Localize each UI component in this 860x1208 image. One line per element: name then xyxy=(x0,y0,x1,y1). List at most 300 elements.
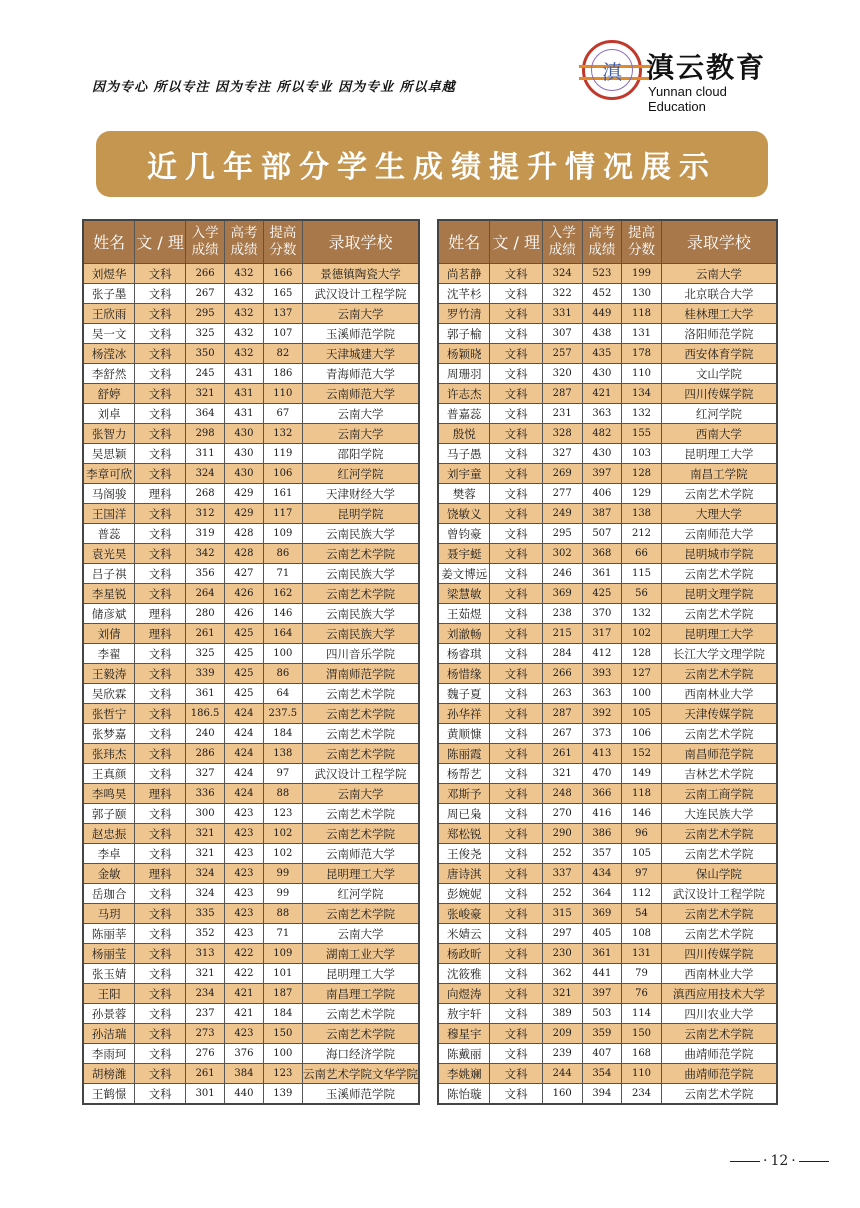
table-row xyxy=(83,1024,419,1044)
cell-gaokao-score: 432 xyxy=(225,304,264,324)
cell-name: 彭婉妮 xyxy=(438,884,490,904)
cell-admitted-school: 红河学院 xyxy=(661,404,777,424)
cell-improvement: 102 xyxy=(263,844,302,864)
cell-entry-score: 234 xyxy=(186,984,225,1004)
cell-gaokao-score: 423 xyxy=(225,844,264,864)
table-row xyxy=(83,404,419,424)
cell-entry-score: 321 xyxy=(542,764,582,784)
cell-improvement: 97 xyxy=(622,864,662,884)
cell-improvement: 86 xyxy=(263,544,302,564)
cell-improvement: 118 xyxy=(622,784,662,804)
table-row xyxy=(438,524,777,544)
cell-track: 理科 xyxy=(135,784,186,804)
cell-track: 文科 xyxy=(490,304,542,324)
cell-gaokao-score: 432 xyxy=(225,324,264,344)
cell-improvement: 118 xyxy=(622,304,662,324)
cell-track: 文科 xyxy=(490,1064,542,1084)
cell-track: 文科 xyxy=(135,984,186,1004)
cell-improvement: 166 xyxy=(263,264,302,284)
cell-gaokao-score: 406 xyxy=(582,484,622,504)
cell-track: 文科 xyxy=(490,364,542,384)
cell-name: 沈筱雅 xyxy=(438,964,490,984)
cell-gaokao-score: 421 xyxy=(225,984,264,1004)
table-row xyxy=(83,984,419,1004)
cell-entry-score: 369 xyxy=(542,584,582,604)
table-row xyxy=(438,264,777,284)
cell-track: 文科 xyxy=(135,1024,186,1044)
cell-name: 李卓 xyxy=(83,844,135,864)
cell-admitted-school: 云南民族大学 xyxy=(302,604,419,624)
cell-name: 周珊羽 xyxy=(438,364,490,384)
cell-track: 文科 xyxy=(135,744,186,764)
cell-admitted-school: 云南民族大学 xyxy=(302,524,419,544)
table-row xyxy=(438,1064,777,1084)
cell-admitted-school: 滇西应用技术大学 xyxy=(661,984,777,1004)
cell-name: 郑松锐 xyxy=(438,824,490,844)
cell-entry-score: 160 xyxy=(542,1084,582,1105)
page-footer xyxy=(730,1153,829,1169)
cell-track: 文科 xyxy=(490,844,542,864)
cell-track: 文科 xyxy=(490,484,542,504)
column-header-track: 文 / 理 xyxy=(490,220,542,264)
cell-admitted-school: 文山学院 xyxy=(661,364,777,384)
cell-gaokao-score: 423 xyxy=(225,1024,264,1044)
cell-gaokao-score: 361 xyxy=(582,564,622,584)
cell-improvement: 88 xyxy=(263,904,302,924)
cell-track: 文科 xyxy=(490,1044,542,1064)
column-header-name: 姓名 xyxy=(438,220,490,264)
table-row xyxy=(438,844,777,864)
cell-improvement: 114 xyxy=(622,1004,662,1024)
cell-improvement: 100 xyxy=(263,644,302,664)
table-row xyxy=(83,584,419,604)
table-row xyxy=(438,804,777,824)
cell-entry-score: 268 xyxy=(186,484,225,504)
cell-track: 文科 xyxy=(490,984,542,1004)
table-row xyxy=(438,904,777,924)
cell-gaokao-score: 440 xyxy=(225,1084,264,1105)
cell-track: 文科 xyxy=(135,724,186,744)
cell-improvement: 130 xyxy=(622,284,662,304)
cell-improvement: 96 xyxy=(622,824,662,844)
cell-name: 吴思颖 xyxy=(83,444,135,464)
cell-admitted-school: 武汉设计工程学院 xyxy=(302,284,419,304)
cell-improvement: 199 xyxy=(622,264,662,284)
cell-gaokao-score: 430 xyxy=(582,364,622,384)
cell-entry-score: 248 xyxy=(542,784,582,804)
cell-name: 岳珈合 xyxy=(83,884,135,904)
cell-admitted-school: 天津城建大学 xyxy=(302,344,419,364)
cell-admitted-school: 云南民族大学 xyxy=(302,624,419,644)
cell-improvement: 127 xyxy=(622,664,662,684)
cell-admitted-school: 曲靖师范学院 xyxy=(661,1064,777,1084)
table-header-row xyxy=(83,220,419,264)
cell-track: 文科 xyxy=(135,324,186,344)
cell-track: 文科 xyxy=(135,1064,186,1084)
cell-admitted-school: 云南艺术学院 xyxy=(661,844,777,864)
cell-admitted-school: 景德镇陶瓷大学 xyxy=(302,264,419,284)
cell-improvement: 128 xyxy=(622,464,662,484)
cell-improvement: 234 xyxy=(622,1084,662,1105)
table-row xyxy=(83,684,419,704)
cell-admitted-school: 云南艺术学院 xyxy=(661,664,777,684)
cell-admitted-school: 渭南师范学院 xyxy=(302,664,419,684)
cell-gaokao-score: 425 xyxy=(225,684,264,704)
table-row xyxy=(438,424,777,444)
cell-improvement: 128 xyxy=(622,644,662,664)
cell-name: 郭子颐 xyxy=(83,804,135,824)
cell-admitted-school: 云南艺术学院 xyxy=(302,744,419,764)
cell-improvement: 100 xyxy=(263,1044,302,1064)
title-banner xyxy=(96,131,768,197)
cell-improvement: 161 xyxy=(263,484,302,504)
cell-gaokao-score: 423 xyxy=(225,924,264,944)
cell-admitted-school: 云南艺术学院 xyxy=(661,604,777,624)
cell-name: 马玥 xyxy=(83,904,135,924)
cell-name: 刘倩 xyxy=(83,624,135,644)
cell-admitted-school: 云南艺术学院 xyxy=(302,584,419,604)
cell-gaokao-score: 428 xyxy=(225,544,264,564)
table-row xyxy=(83,424,419,444)
cell-entry-score: 325 xyxy=(186,644,225,664)
table-row xyxy=(438,364,777,384)
cell-name: 敖宇轩 xyxy=(438,1004,490,1024)
cell-gaokao-score: 432 xyxy=(225,344,264,364)
cell-admitted-school: 昆明学院 xyxy=(302,504,419,524)
cell-gaokao-score: 373 xyxy=(582,724,622,744)
cell-admitted-school: 海口经济学院 xyxy=(302,1044,419,1064)
table-row xyxy=(83,884,419,904)
cell-entry-score: 246 xyxy=(542,564,582,584)
cell-entry-score: 322 xyxy=(542,284,582,304)
cell-gaokao-score: 363 xyxy=(582,684,622,704)
cell-track: 文科 xyxy=(135,264,186,284)
cell-name: 张玉婧 xyxy=(83,964,135,984)
cell-entry-score: 238 xyxy=(542,604,582,624)
cell-admitted-school: 昆明文理学院 xyxy=(661,584,777,604)
cell-track: 文科 xyxy=(490,804,542,824)
cell-gaokao-score: 407 xyxy=(582,1044,622,1064)
cell-admitted-school: 西安体育学院 xyxy=(661,344,777,364)
cell-track: 文科 xyxy=(135,884,186,904)
cell-entry-score: 245 xyxy=(186,364,225,384)
cell-admitted-school: 洛阳师范学院 xyxy=(661,324,777,344)
cell-track: 文科 xyxy=(490,784,542,804)
table-row xyxy=(438,944,777,964)
cell-name: 马阁骏 xyxy=(83,484,135,504)
cell-track: 文科 xyxy=(490,464,542,484)
cell-entry-score: 301 xyxy=(186,1084,225,1105)
cell-track: 文科 xyxy=(490,864,542,884)
cell-improvement: 131 xyxy=(622,324,662,344)
right-score-table xyxy=(437,219,778,1105)
cell-gaokao-score: 424 xyxy=(225,784,264,804)
cell-name: 梁慧敏 xyxy=(438,584,490,604)
cell-name: 姜文博远 xyxy=(438,564,490,584)
cell-name: 陈戴丽 xyxy=(438,1044,490,1064)
cell-track: 文科 xyxy=(135,1044,186,1064)
cell-name: 李翟 xyxy=(83,644,135,664)
cell-admitted-school: 大连民族大学 xyxy=(661,804,777,824)
cell-entry-score: 290 xyxy=(542,824,582,844)
cell-admitted-school: 大理大学 xyxy=(661,504,777,524)
cell-gaokao-score: 397 xyxy=(582,464,622,484)
cell-improvement: 146 xyxy=(622,804,662,824)
table-row xyxy=(83,824,419,844)
table-row xyxy=(438,304,777,324)
table-row xyxy=(83,484,419,504)
table-row xyxy=(83,324,419,344)
cell-track: 文科 xyxy=(135,964,186,984)
cell-admitted-school: 云南工商学院 xyxy=(661,784,777,804)
cell-track: 文科 xyxy=(135,404,186,424)
cell-entry-score: 328 xyxy=(542,424,582,444)
table-row xyxy=(83,564,419,584)
cell-name: 舒婷 xyxy=(83,384,135,404)
cell-gaokao-score: 317 xyxy=(582,624,622,644)
cell-gaokao-score: 370 xyxy=(582,604,622,624)
cell-admitted-school: 昆明理工大学 xyxy=(302,864,419,884)
table-row xyxy=(83,264,419,284)
cell-name: 王阳 xyxy=(83,984,135,1004)
cell-improvement: 123 xyxy=(263,804,302,824)
cell-gaokao-score: 423 xyxy=(225,904,264,924)
cell-track: 文科 xyxy=(135,764,186,784)
cell-entry-score: 321 xyxy=(542,984,582,1004)
cell-entry-score: 261 xyxy=(186,1064,225,1084)
page-number: 12 xyxy=(770,1153,789,1169)
cell-entry-score: 315 xyxy=(542,904,582,924)
cell-improvement: 131 xyxy=(622,944,662,964)
cell-gaokao-score: 430 xyxy=(225,464,264,484)
cell-gaokao-score: 424 xyxy=(225,764,264,784)
cell-entry-score: 324 xyxy=(542,264,582,284)
cell-improvement: 212 xyxy=(622,524,662,544)
cell-track: 文科 xyxy=(490,344,542,364)
cell-admitted-school: 云南艺术学院 xyxy=(661,1024,777,1044)
cell-entry-score: 266 xyxy=(186,264,225,284)
cell-gaokao-score: 387 xyxy=(582,504,622,524)
cell-improvement: 123 xyxy=(263,1064,302,1084)
cell-name: 陈丽霞 xyxy=(438,744,490,764)
cell-improvement: 150 xyxy=(622,1024,662,1044)
cell-gaokao-score: 431 xyxy=(225,364,264,384)
cell-entry-score: 321 xyxy=(186,824,225,844)
cell-gaokao-score: 424 xyxy=(225,744,264,764)
column-header-improvement: 提高 分数 xyxy=(622,220,662,264)
cell-admitted-school: 武汉设计工程学院 xyxy=(661,884,777,904)
cell-entry-score: 336 xyxy=(186,784,225,804)
table-row xyxy=(83,504,419,524)
cell-entry-score: 230 xyxy=(542,944,582,964)
cell-admitted-school: 云南大学 xyxy=(302,304,419,324)
cell-entry-score: 319 xyxy=(186,524,225,544)
cell-track: 理科 xyxy=(135,864,186,884)
cell-gaokao-score: 422 xyxy=(225,964,264,984)
footer-divider xyxy=(799,1161,829,1162)
cell-admitted-school: 云南艺术学院文华学院 xyxy=(302,1064,419,1084)
logo-glyph: 滇 xyxy=(591,49,633,91)
cell-entry-score: 320 xyxy=(542,364,582,384)
cell-gaokao-score: 430 xyxy=(225,424,264,444)
cell-improvement: 99 xyxy=(263,864,302,884)
cell-entry-score: 215 xyxy=(542,624,582,644)
cell-improvement: 106 xyxy=(622,724,662,744)
cell-track: 文科 xyxy=(490,564,542,584)
table-row xyxy=(83,744,419,764)
cell-name: 马子愚 xyxy=(438,444,490,464)
cell-gaokao-score: 361 xyxy=(582,944,622,964)
cell-improvement: 64 xyxy=(263,684,302,704)
cell-improvement: 112 xyxy=(622,884,662,904)
cell-admitted-school: 云南艺术学院 xyxy=(302,724,419,744)
column-header-entry-score: 入学 成绩 xyxy=(542,220,582,264)
cell-track: 文科 xyxy=(490,284,542,304)
cell-name: 袁光昊 xyxy=(83,544,135,564)
cell-admitted-school: 云南大学 xyxy=(302,424,419,444)
table-row xyxy=(438,464,777,484)
cell-admitted-school: 云南师范大学 xyxy=(302,844,419,864)
cell-entry-score: 321 xyxy=(186,844,225,864)
cell-entry-score: 244 xyxy=(542,1064,582,1084)
cell-name: 罗竹清 xyxy=(438,304,490,324)
cell-name: 杨帮艺 xyxy=(438,764,490,784)
cell-name: 张玮杰 xyxy=(83,744,135,764)
cell-improvement: 103 xyxy=(622,444,662,464)
cell-improvement: 132 xyxy=(622,404,662,424)
cell-track: 文科 xyxy=(490,404,542,424)
table-row xyxy=(438,484,777,504)
cell-name: 聂宇蜓 xyxy=(438,544,490,564)
cell-name: 杨政昕 xyxy=(438,944,490,964)
table-row xyxy=(83,704,419,724)
cell-admitted-school: 云南艺术学院 xyxy=(302,544,419,564)
cell-track: 文科 xyxy=(135,384,186,404)
cell-entry-score: 339 xyxy=(186,664,225,684)
cell-entry-score: 273 xyxy=(186,1024,225,1044)
cell-track: 文科 xyxy=(135,304,186,324)
cell-gaokao-score: 376 xyxy=(225,1044,264,1064)
table-header-row xyxy=(438,220,777,264)
cell-gaokao-score: 426 xyxy=(225,604,264,624)
cell-entry-score: 350 xyxy=(186,344,225,364)
cell-gaokao-score: 441 xyxy=(582,964,622,984)
cell-improvement: 76 xyxy=(622,984,662,1004)
cell-gaokao-score: 470 xyxy=(582,764,622,784)
cell-admitted-school: 云南艺术学院 xyxy=(302,804,419,824)
cell-name: 孙华祥 xyxy=(438,704,490,724)
table-row xyxy=(83,944,419,964)
cell-track: 文科 xyxy=(135,664,186,684)
cell-name: 张峻豪 xyxy=(438,904,490,924)
cell-improvement: 110 xyxy=(622,364,662,384)
cell-track: 文科 xyxy=(490,644,542,664)
table-row xyxy=(438,1024,777,1044)
cell-gaokao-score: 422 xyxy=(225,944,264,964)
table-row xyxy=(83,364,419,384)
cell-gaokao-score: 438 xyxy=(582,324,622,344)
cell-entry-score: 324 xyxy=(186,464,225,484)
table-row xyxy=(83,464,419,484)
cell-track: 文科 xyxy=(135,1084,186,1105)
cell-admitted-school: 云南艺术学院 xyxy=(302,904,419,924)
cell-name: 饶敏义 xyxy=(438,504,490,524)
cell-improvement: 115 xyxy=(622,564,662,584)
cell-admitted-school: 云南艺术学院 xyxy=(302,684,419,704)
cell-improvement: 117 xyxy=(263,504,302,524)
table-row xyxy=(83,864,419,884)
cell-gaokao-score: 425 xyxy=(225,664,264,684)
table-row xyxy=(83,1044,419,1064)
cell-name: 吕子祺 xyxy=(83,564,135,584)
cell-track: 理科 xyxy=(135,604,186,624)
cell-improvement: 165 xyxy=(263,284,302,304)
cell-admitted-school: 青海师范大学 xyxy=(302,364,419,384)
cell-track: 文科 xyxy=(490,664,542,684)
cell-name: 吴欣霖 xyxy=(83,684,135,704)
cell-improvement: 132 xyxy=(263,424,302,444)
cell-gaokao-score: 430 xyxy=(582,444,622,464)
cell-improvement: 146 xyxy=(263,604,302,624)
cell-track: 文科 xyxy=(135,344,186,364)
cell-name: 李雨珂 xyxy=(83,1044,135,1064)
table-row xyxy=(438,624,777,644)
cell-track: 文科 xyxy=(135,824,186,844)
cell-entry-score: 297 xyxy=(542,924,582,944)
cell-admitted-school: 四川传媒学院 xyxy=(661,384,777,404)
cell-name: 樊蓉 xyxy=(438,484,490,504)
cell-gaokao-score: 423 xyxy=(225,864,264,884)
cell-admitted-school: 昆明城市学院 xyxy=(661,544,777,564)
cell-entry-score: 321 xyxy=(186,384,225,404)
cell-improvement: 71 xyxy=(263,564,302,584)
cell-entry-score: 231 xyxy=(542,404,582,424)
cell-name: 王毅涛 xyxy=(83,664,135,684)
cell-gaokao-score: 425 xyxy=(225,624,264,644)
cell-entry-score: 266 xyxy=(542,664,582,684)
cell-entry-score: 240 xyxy=(186,724,225,744)
cell-name: 邓斯予 xyxy=(438,784,490,804)
cell-entry-score: 261 xyxy=(186,624,225,644)
footer-dot: · xyxy=(763,1153,768,1169)
slogan: 因为专心 所以专注 因为专注 所以专业 因为专业 所以卓越 xyxy=(92,80,456,95)
cell-gaokao-score: 425 xyxy=(582,584,622,604)
cell-entry-score: 312 xyxy=(186,504,225,524)
cell-admitted-school: 云南艺术学院 xyxy=(302,824,419,844)
column-header-improvement: 提高 分数 xyxy=(263,220,302,264)
cell-admitted-school: 西南林业大学 xyxy=(661,684,777,704)
cell-track: 文科 xyxy=(490,524,542,544)
cell-entry-score: 252 xyxy=(542,884,582,904)
cell-name: 刘卓 xyxy=(83,404,135,424)
cell-gaokao-score: 359 xyxy=(582,1024,622,1044)
table-row xyxy=(83,964,419,984)
table-row xyxy=(83,284,419,304)
cell-entry-score: 286 xyxy=(186,744,225,764)
cell-gaokao-score: 423 xyxy=(225,884,264,904)
cell-admitted-school: 北京联合大学 xyxy=(661,284,777,304)
cell-gaokao-score: 413 xyxy=(582,744,622,764)
cell-improvement: 149 xyxy=(622,764,662,784)
cell-gaokao-score: 397 xyxy=(582,984,622,1004)
cell-improvement: 67 xyxy=(263,404,302,424)
cell-gaokao-score: 429 xyxy=(225,504,264,524)
cell-entry-score: 327 xyxy=(542,444,582,464)
cell-admitted-school: 云南艺术学院 xyxy=(302,1004,419,1024)
cell-name: 杨睿琪 xyxy=(438,644,490,664)
left-table-body xyxy=(83,264,419,1105)
cell-name: 张梦嘉 xyxy=(83,724,135,744)
